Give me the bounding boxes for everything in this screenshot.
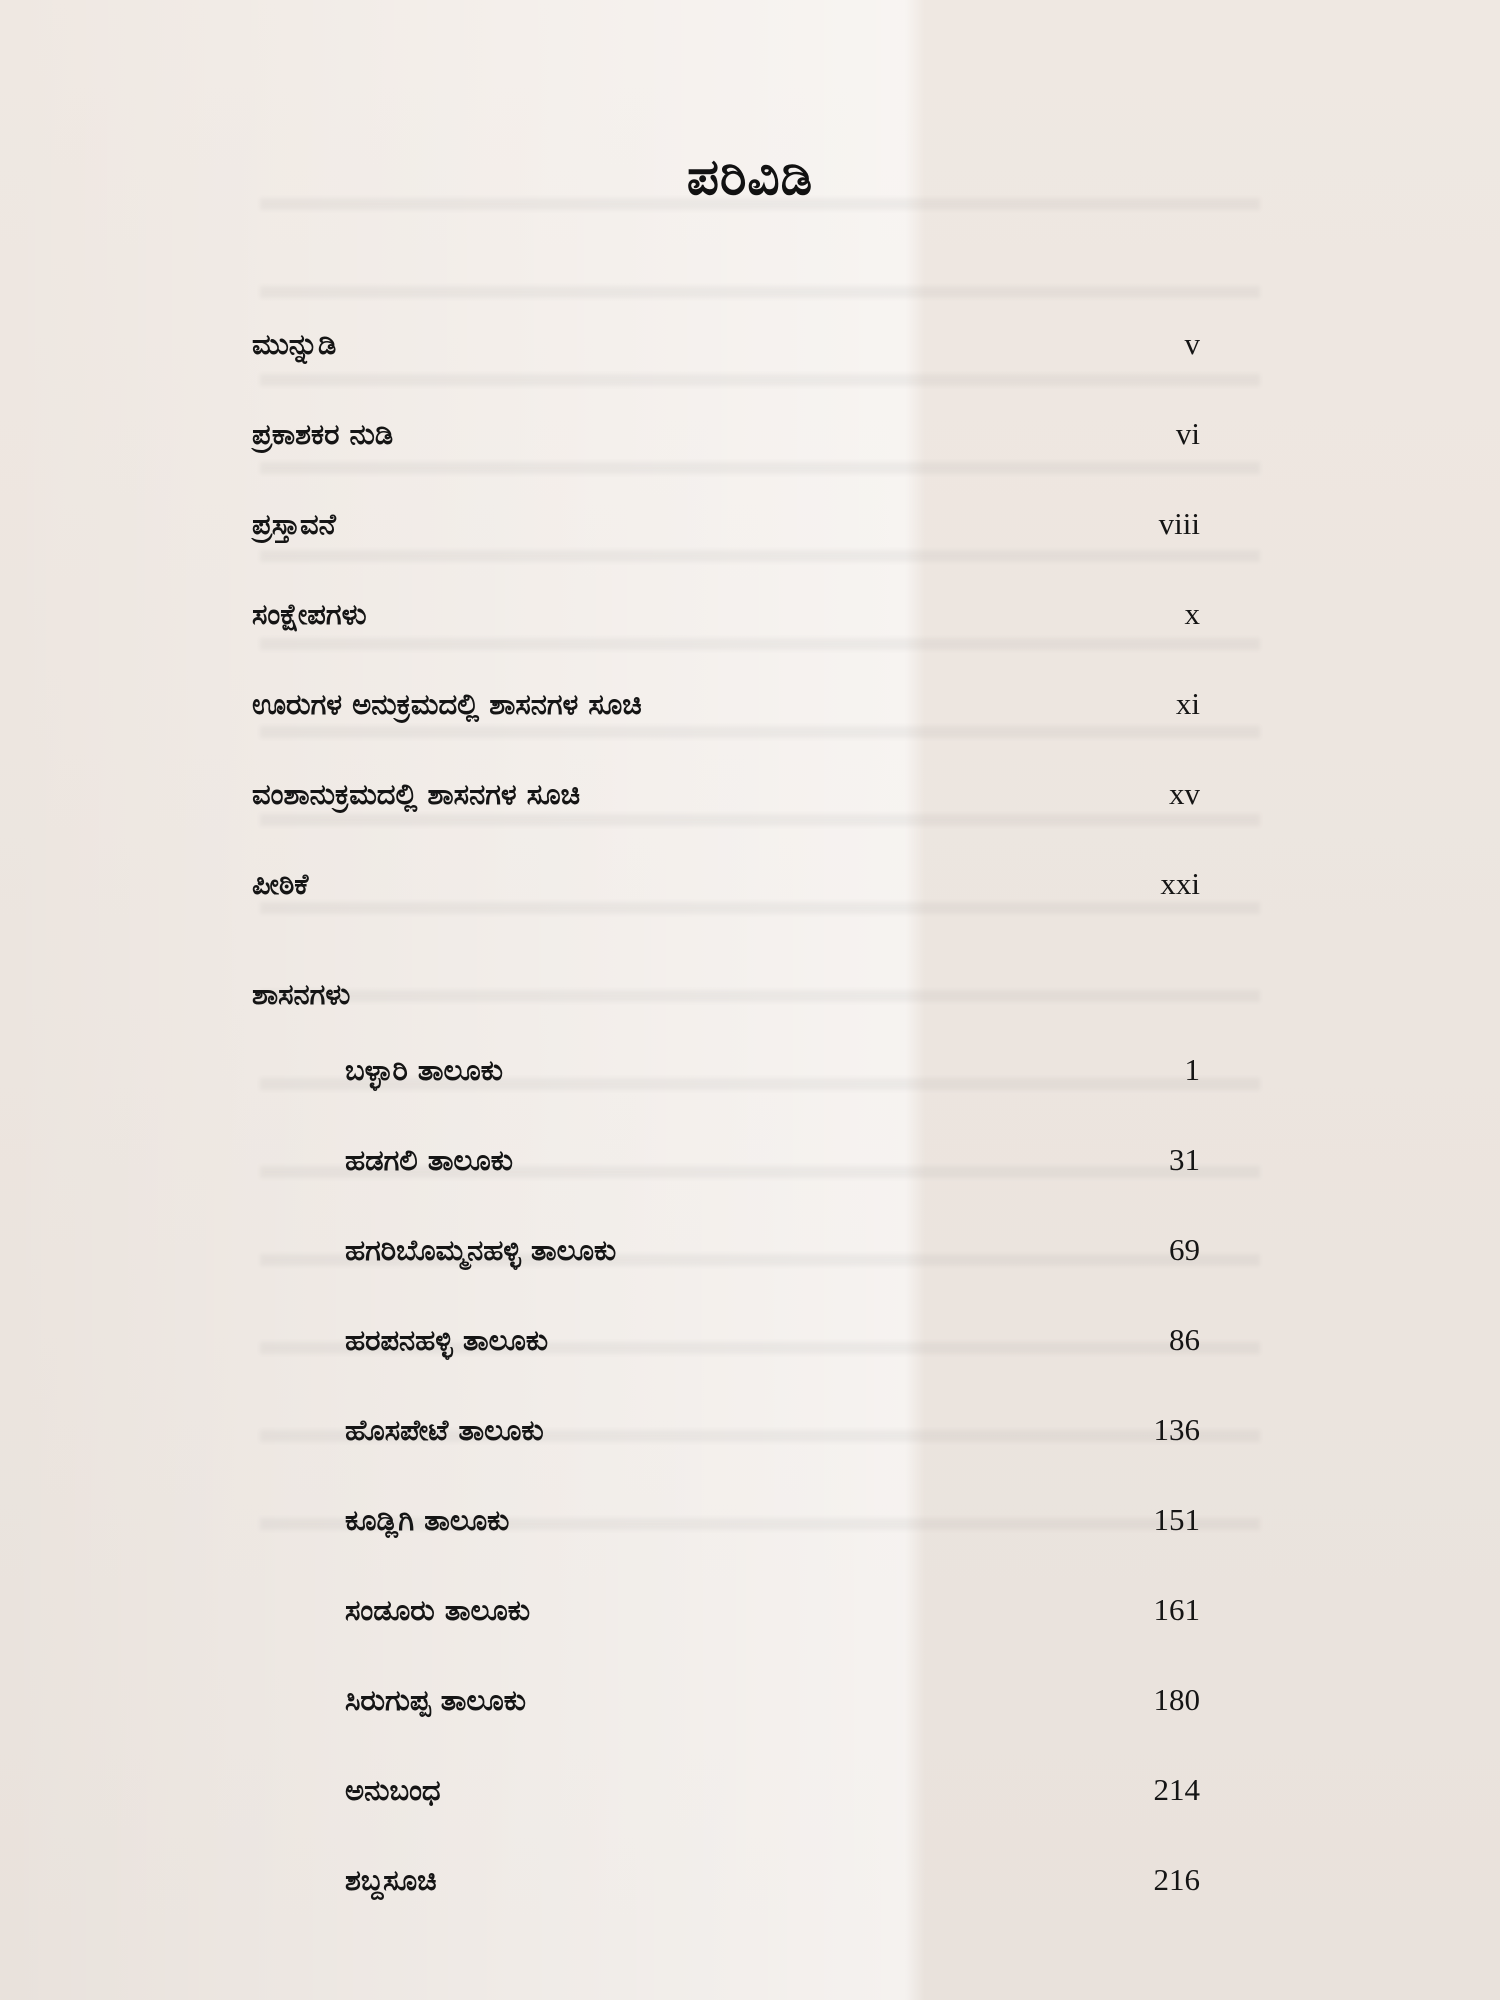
toc-subentry-label: ಬಳ್ಳಾರಿ ತಾಲೂಕು xyxy=(345,1053,504,1087)
toc-entry[interactable] xyxy=(252,764,1200,824)
toc-subentry-label: ಅನುಬಂಧ xyxy=(345,1773,441,1807)
toc-entry-page: viii xyxy=(1158,506,1200,541)
toc-entry-label: ಪೀಠಿಕೆ xyxy=(252,867,309,901)
toc-entry-label: ಮುನ್ನುಡಿ xyxy=(252,327,337,361)
page-title: ಪರಿವಿಡಿ xyxy=(686,148,814,206)
toc-subentry-label: ಸಿರುಗುಪ್ಪ ತಾಲೂಕು xyxy=(345,1683,526,1717)
toc-entry-label: ಪ್ರಕಾಶಕರ ನುಡಿ xyxy=(252,417,394,451)
toc-subentry-page: 214 xyxy=(1153,1772,1200,1807)
toc-subentry-page: 69 xyxy=(1169,1232,1200,1267)
toc-entry-page: xxi xyxy=(1160,866,1200,901)
toc-subentry-label: ಸಂಡೂರು ತಾಲೂಕು xyxy=(345,1593,531,1627)
toc-entry-page: xv xyxy=(1169,776,1200,811)
toc-entry-label: ಊರುಗಳ ಅನುಕ್ರಮದಲ್ಲಿ ಶಾಸನಗಳ ಸೂಚಿ xyxy=(252,687,642,721)
toc-entry[interactable] xyxy=(252,314,1200,374)
toc-entry-page: vi xyxy=(1175,416,1200,451)
toc-entry-label: ಸಂಕ್ಷೇಪಗಳು xyxy=(252,597,367,631)
toc-entry-label: ವಂಶಾನುಕ್ರಮದಲ್ಲಿ ಶಾಸನಗಳ ಸೂಚಿ xyxy=(252,777,581,811)
toc-subentry[interactable] xyxy=(345,1400,1200,1460)
toc-subentry[interactable] xyxy=(345,1130,1200,1190)
toc-entry-label: ಪ್ರಸ್ತಾವನೆ xyxy=(252,507,336,541)
toc-subentry-label: ಹರಪನಹಳ್ಳಿ ತಾಲೂಕು xyxy=(345,1323,549,1357)
toc-subentry-page: 151 xyxy=(1153,1502,1200,1537)
toc-subentry-page: 216 xyxy=(1153,1862,1200,1897)
toc-subentry-page: 86 xyxy=(1169,1322,1200,1357)
toc-entry-page: xi xyxy=(1175,686,1200,721)
toc-subentry[interactable] xyxy=(345,1760,1200,1820)
toc-subentry-page: 180 xyxy=(1153,1682,1200,1717)
toc-subentry[interactable] xyxy=(345,1850,1200,1910)
toc-section-heading xyxy=(252,964,1200,1024)
toc-subentry[interactable] xyxy=(345,1670,1200,1730)
toc-subentry[interactable] xyxy=(345,1490,1200,1550)
toc-entry-page: v xyxy=(1184,326,1200,361)
toc-subentry-page: 31 xyxy=(1169,1142,1200,1177)
toc-entry[interactable] xyxy=(252,854,1200,914)
toc-subentry-label: ಹಡಗಲಿ ತಾಲೂಕು xyxy=(345,1143,514,1177)
toc-subentry[interactable] xyxy=(345,1310,1200,1370)
toc-subentry-label: ಹೊಸಪೇಟೆ ತಾಲೂಕು xyxy=(345,1413,544,1447)
toc-subentry[interactable] xyxy=(345,1040,1200,1100)
toc-entry[interactable] xyxy=(252,404,1200,464)
toc-subentry-label: ಕೂಡ್ಲಿಗಿ ತಾಲೂಕು xyxy=(345,1503,510,1537)
toc-entry[interactable] xyxy=(252,494,1200,554)
section-heading-label: ಶಾಸನಗಳು xyxy=(252,977,351,1011)
toc-subentry-page: 1 xyxy=(1184,1052,1200,1087)
toc-entry[interactable] xyxy=(252,584,1200,644)
toc-entry-page: x xyxy=(1184,596,1200,631)
toc-subentry-page: 161 xyxy=(1153,1592,1200,1627)
toc-subentry-page: 136 xyxy=(1153,1412,1200,1447)
toc-subentry[interactable] xyxy=(345,1580,1200,1640)
toc-entry[interactable] xyxy=(252,674,1200,734)
toc-subentry-label: ಶಬ್ದಸೂಚಿ xyxy=(345,1863,437,1897)
toc-subentry[interactable] xyxy=(345,1220,1200,1280)
toc-subentry-label: ಹಗರಿಬೊಮ್ಮನಹಳ್ಳಿ ತಾಲೂಕು xyxy=(345,1233,617,1267)
